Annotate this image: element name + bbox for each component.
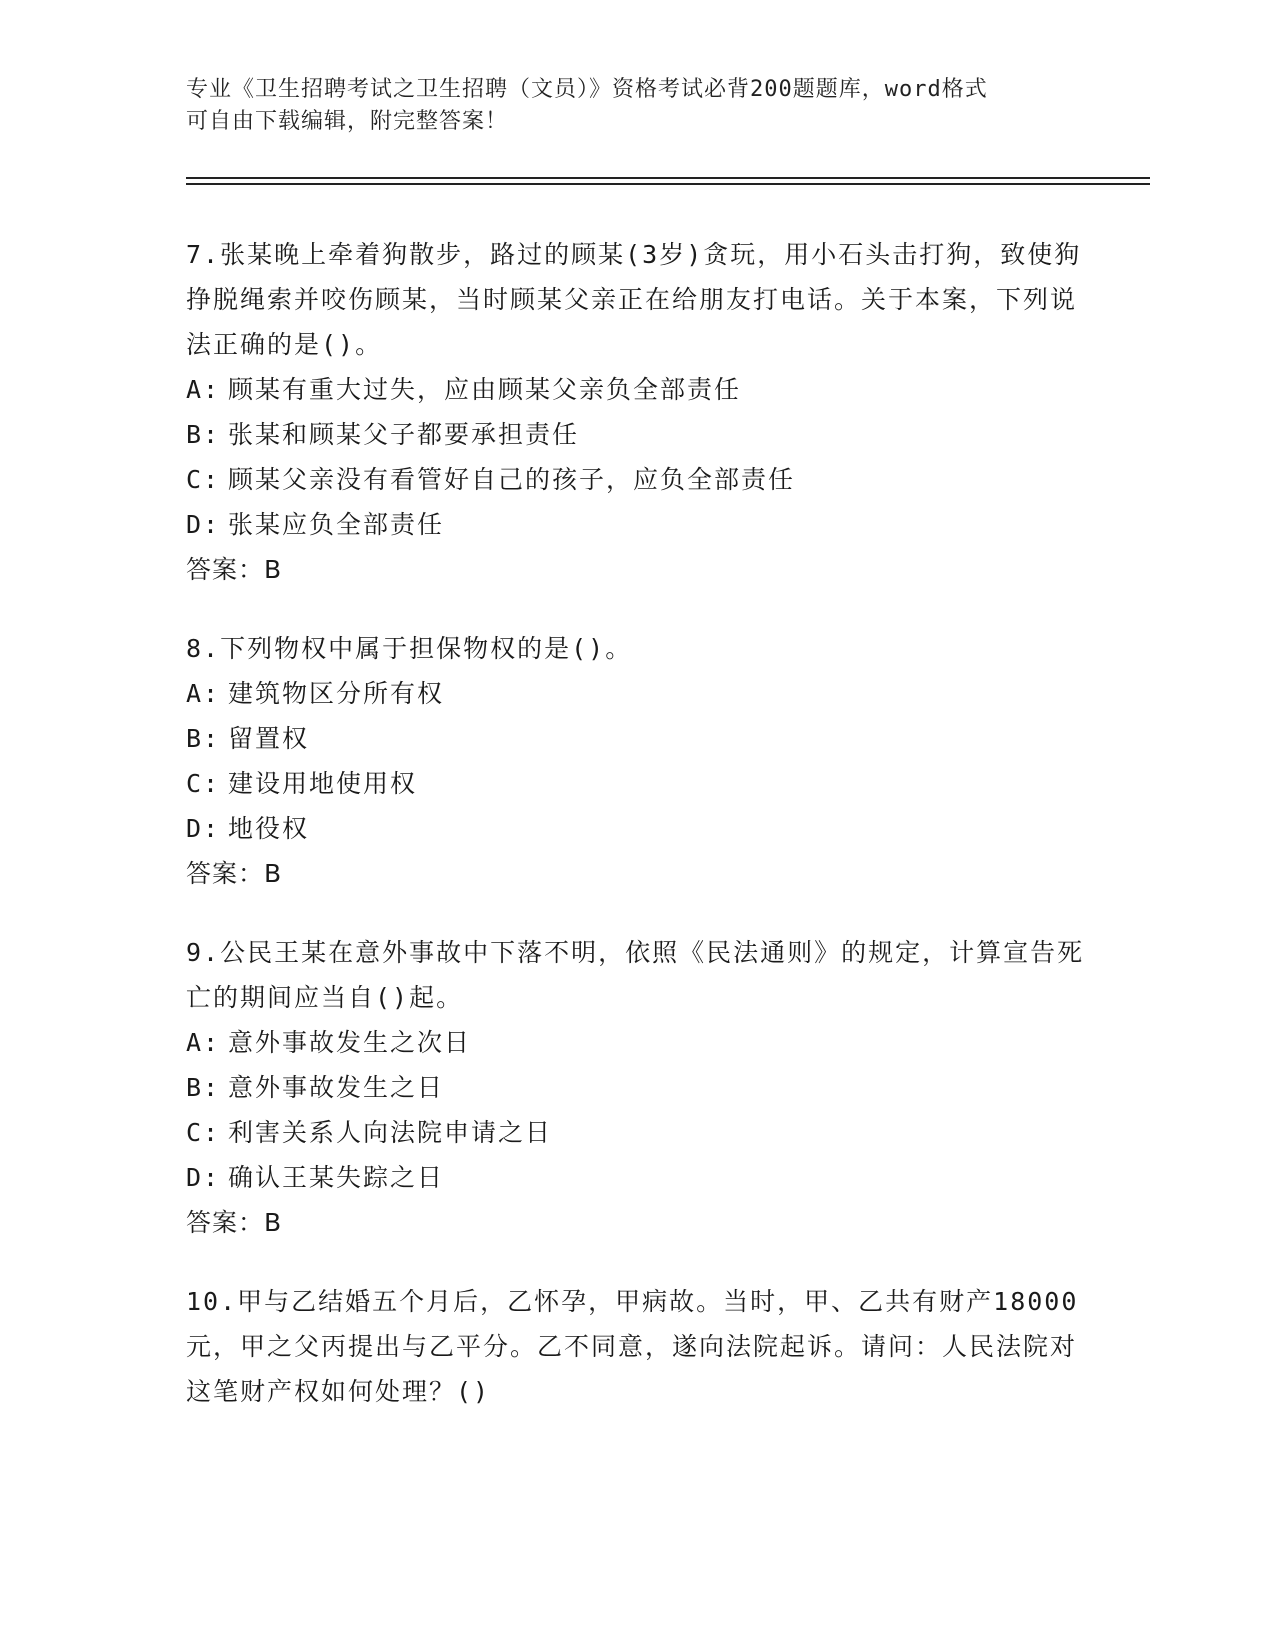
option-text: 地役权 [228, 814, 310, 843]
option-text: 意外事故发生之次日 [228, 1028, 472, 1057]
option-letter: D: [186, 1163, 221, 1192]
option-letter: C: [186, 1118, 221, 1147]
header-divider-bottom [186, 183, 1150, 185]
question-text: 10.甲与乙结婚五个月后，乙怀孕，甲病故。当时，甲、乙共有财产18000元，甲之父丙提出与乙平分。乙不同意，遂向法院起诉。请问：人民法院对这笔财产权如何处理？() [186, 1287, 1079, 1406]
answer: 答案：B [186, 555, 283, 584]
option-text: 顾某父亲没有看管好自己的孩子，应负全部责任 [228, 465, 796, 494]
option-b [186, 412, 1086, 457]
option-letter: C: [186, 465, 221, 494]
option-text: 意外事故发生之日 [228, 1073, 445, 1102]
option-text: 建筑物区分所有权 [228, 679, 445, 708]
question-9 [186, 930, 1086, 1245]
answer: 答案：B [186, 1208, 283, 1237]
option-text: 顾某有重大过失，应由顾某父亲负全部责任 [228, 375, 742, 404]
option-text: 张某和顾某父子都要承担责任 [228, 420, 580, 449]
option-d [186, 502, 1086, 547]
option-text: 确认王某失踪之日 [228, 1163, 445, 1192]
option-c [186, 1110, 1086, 1155]
question-8 [186, 626, 1086, 896]
option-text: 利害关系人向法院申请之日 [228, 1118, 553, 1147]
option-d [186, 1155, 1086, 1200]
document-header [186, 74, 1086, 138]
option-c [186, 761, 1086, 806]
option-d [186, 806, 1086, 851]
option-text: 张某应负全部责任 [228, 510, 445, 539]
question-text: 9.公民王某在意外事故中下落不明，依照《民法通则》的规定，计算宣告死亡的期间应当自()起。 [186, 938, 1085, 1012]
option-b [186, 716, 1086, 761]
option-a [186, 1020, 1086, 1065]
option-letter: B: [186, 724, 221, 753]
option-c [186, 457, 1086, 502]
header-divider-top [186, 177, 1150, 179]
option-text: 建设用地使用权 [228, 769, 418, 798]
header-line-1: 专业《卫生招聘考试之卫生招聘（文员）》资格考试必背200题题库，word格式 [186, 77, 988, 102]
answer: 答案：B [186, 859, 283, 888]
question-text: 8.下列物权中属于担保物权的是()。 [186, 634, 633, 663]
option-a [186, 367, 1086, 412]
option-letter: A: [186, 1028, 221, 1057]
option-text: 留置权 [228, 724, 310, 753]
option-a [186, 671, 1086, 716]
option-letter: A: [186, 375, 221, 404]
question-7 [186, 232, 1086, 592]
option-letter: D: [186, 814, 221, 843]
option-b [186, 1065, 1086, 1110]
header-line-2: 可自由下载编辑，附完整答案！ [186, 109, 509, 134]
option-letter: D: [186, 510, 221, 539]
option-letter: B: [186, 420, 221, 449]
question-10 [186, 1279, 1086, 1414]
question-text: 7.张某晚上牵着狗散步，路过的顾某(3岁)贪玩，用小石头击打狗，致使狗挣脱绳索并咬伤顾某，当时顾某父亲正在给朋友打电话。关于本案，下列说法正确的是()。 [186, 240, 1082, 359]
option-letter: C: [186, 769, 221, 798]
question-list [186, 232, 1086, 1448]
option-letter: B: [186, 1073, 221, 1102]
option-letter: A: [186, 679, 221, 708]
